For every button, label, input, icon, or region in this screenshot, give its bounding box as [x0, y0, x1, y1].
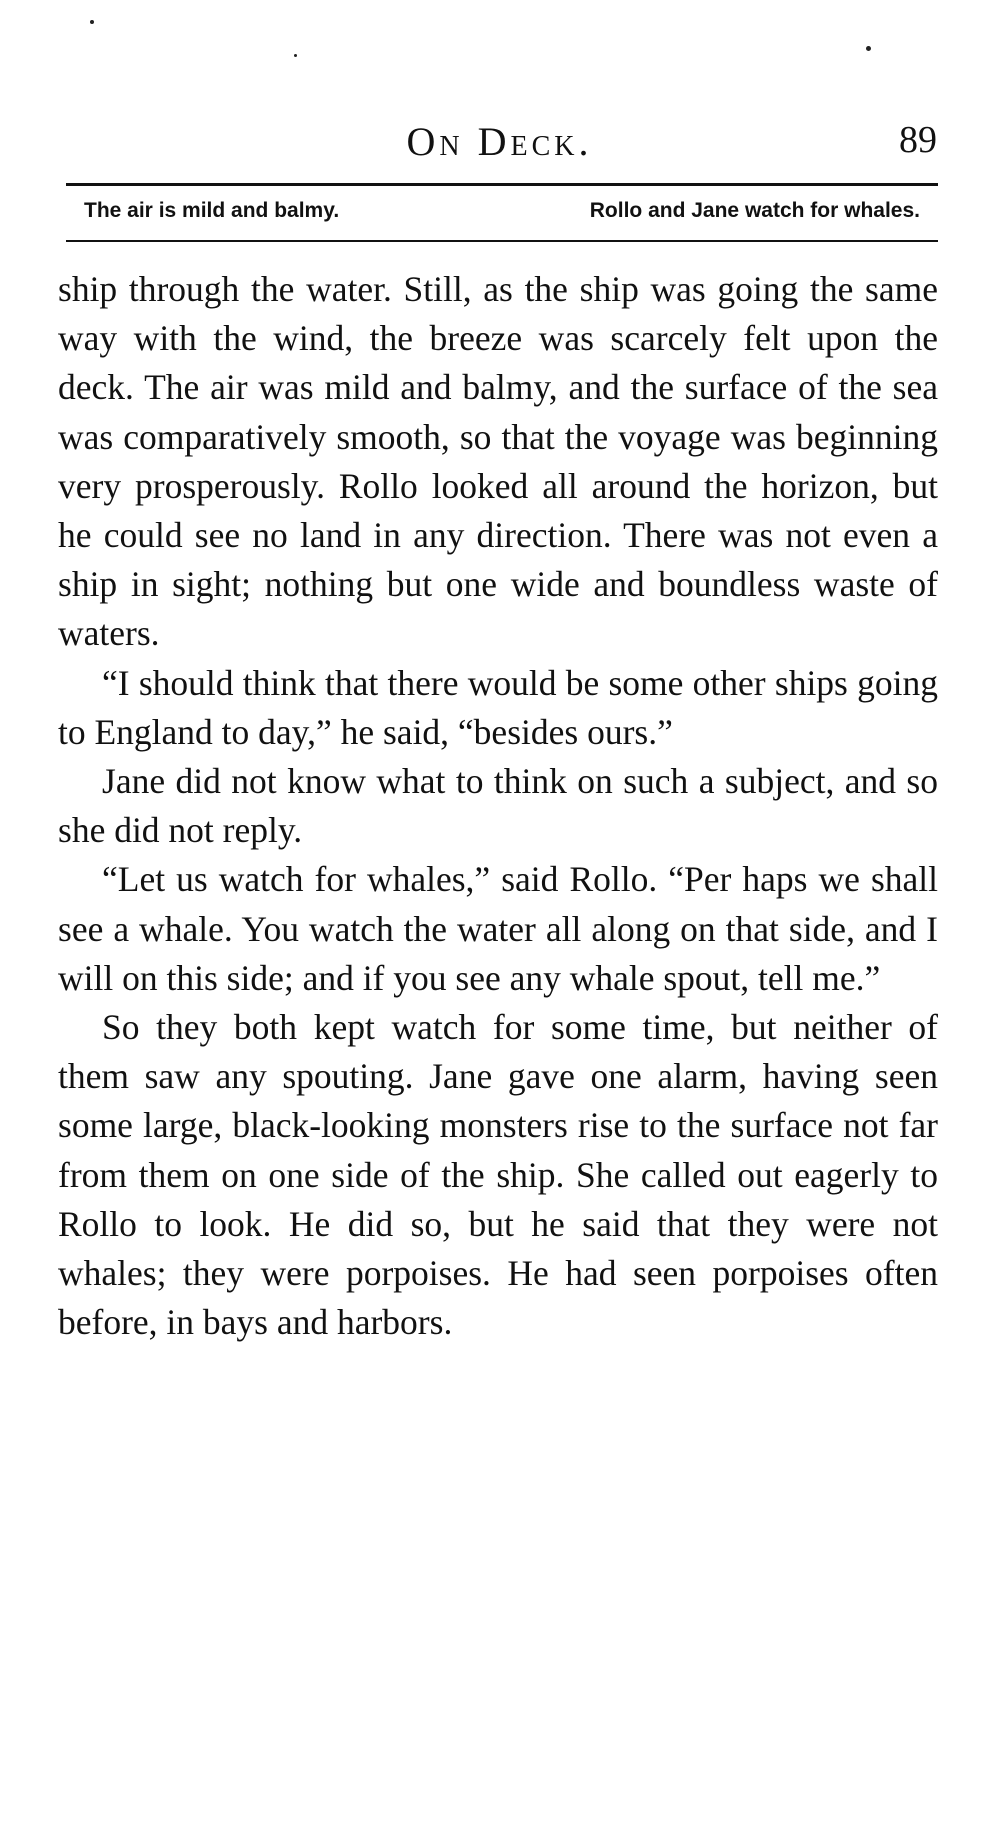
side-heading-left: The air is mild and balmy.: [84, 199, 340, 222]
header-rule-bottom: [66, 240, 938, 242]
print-speck: [866, 46, 871, 51]
side-heading-right: Rollo and Jane watch for whales.: [589, 199, 920, 222]
page-number: 89: [899, 119, 937, 161]
body-text: [58, 265, 938, 1347]
page-header: [62, 118, 937, 166]
paragraph-5: So they both kept watch for some time, but neither of them saw any spouting. Jane gave one alarm, having seen some large, black-looking monsters rise to the surface not far from them on one side of the ship. She called out eagerly to Rollo to look. He did so, but he said that they were not whales; they were porpoises. He had seen porpoises often before, in bays and harbors.: [58, 1007, 938, 1343]
paragraph-3: Jane did not know what to think on such a subject, and so she did not reply.: [58, 761, 938, 851]
running-title: On Deck.: [406, 119, 593, 164]
print-speck: [90, 20, 94, 24]
paragraph-4: “Let us watch for whales,” said Rollo. “Per haps we shall see a whale. You watch the water all along on that side, and I will on this side; and if you see any whale spout, tell me.”: [58, 859, 938, 998]
print-speck: [294, 54, 297, 57]
header-rule-top: [66, 183, 938, 186]
side-headings: [66, 199, 938, 229]
paragraph-1: ship through the water. Still, as the ship was going the same way with the wind, the breeze was scarcely felt upon the deck. The air was mild and balmy, and the surface of the sea was comparatively smooth, so that the voyage was beginning very prosperously. Rollo looked all around the horizon, but he could see no land in any direction. There was not even a ship in sight; nothing but one wide and boundless waste of waters.: [58, 269, 938, 654]
paragraph-2: “I should think that there would be some other ships going to England to day,” he said, “besides ours.”: [58, 662, 938, 752]
